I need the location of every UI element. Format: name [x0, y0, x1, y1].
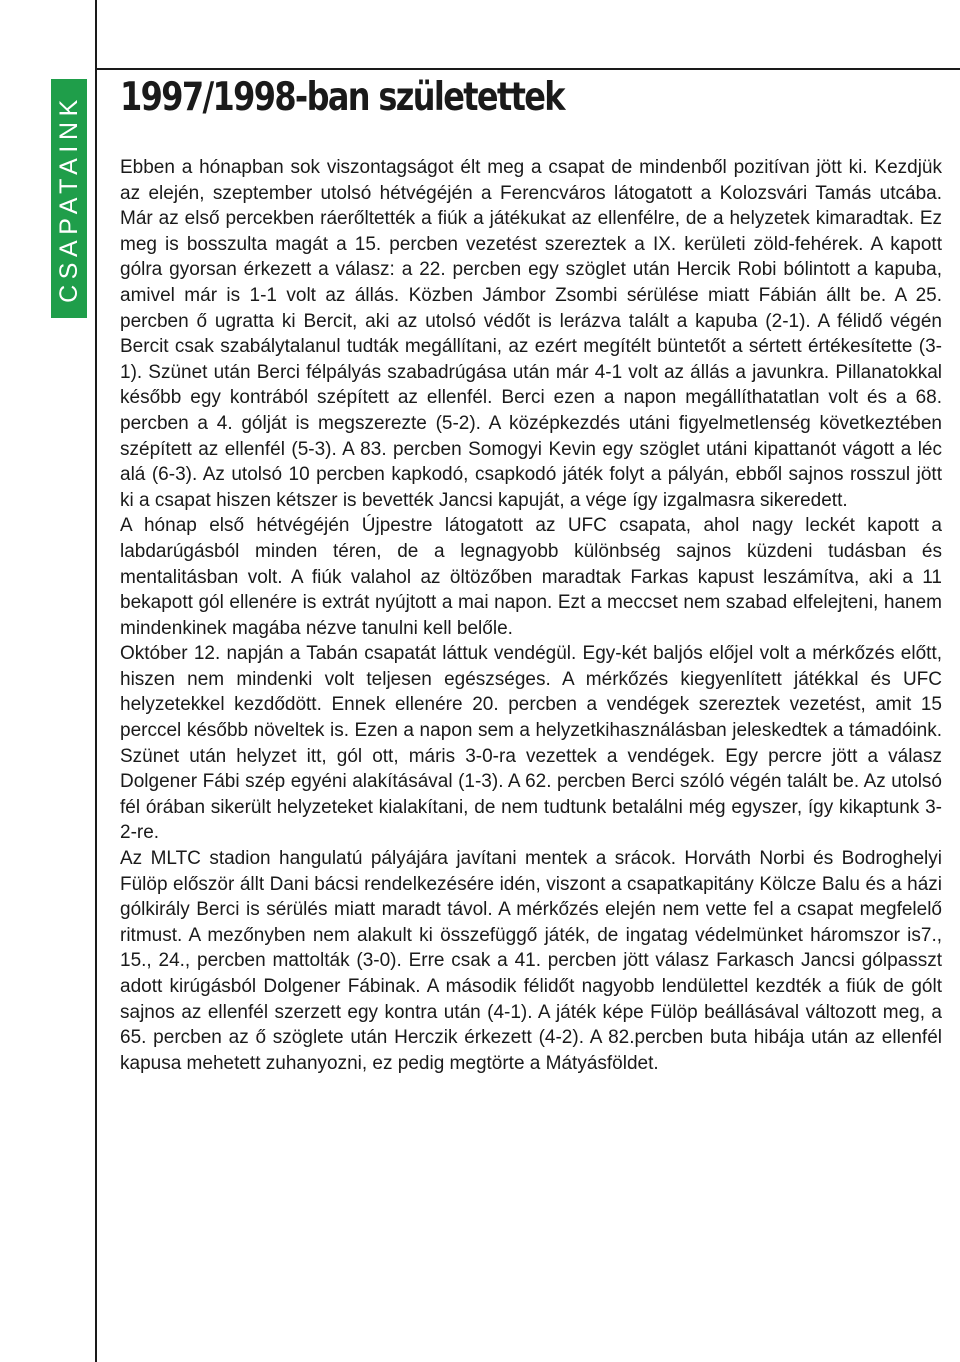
paragraph-2: A hónap első hétvégéjén Újpestre látogatott az UFC csapata, ahol nagy leckét kapott a labdarúgásból minden téren, de a legnagyobb különbség sajnos küzdeni tudásban és mentalitásban volt. A fiúk valahol az öltözőben maradtak Farkas kapust leszámítva, aki a 11 bekapott gól ellenére is extrát nyújtott a mai napon. Ezt a meccset nem szabad elfelejteni, hanem mindenkinek magába nézve tanulni kell belőle.: [120, 515, 942, 639]
paragraph-4: Az MLTC stadion hangulatú pályájára javítani mentek a srácok. Horváth Norbi és Bodroghelyi Fülöp először állt Dani bácsi rendelkezésére idén, viszont a csapatkapitány Kölcze Balu és a házi gólkirály Berci is sérülés miatt maradt távol. A mérkőzés elején nem vette fel a csapat megfelelő ritmust. A mezőnyben nem alakult ki összefüggő játék, de ingatag védelmünket háromszor is7., 15., 24., percben mattolták (3-0). Erre csak a 41. percben jött válasz Farkasch Jancsi gólpasszt adott kirúgásból Dolgener Fábinak. A második félidőt nagyobb lendülettel kezdték a fiúk de gólt sajnos az ellenfél szerzett egy kontra után (4-1). A játék képe Fülöp beállásával változott meg, a 65. percben az ő szöglete után Herczik érkezett (4-2). A 82.percben buta hibája után az ellenfél kapusa mehetett zuhanyozni, ez pedig megtörte a Mátyásföldet.: [120, 848, 942, 1074]
paragraph-1: Ebben a hónapban sok viszontagságot élt meg a csapat de mindenből pozitívan jött ki. Kezdjük az elején, szeptember utolsó hétvégéjén a Ferencváros látogatott a Kolozsvári Tamás utcába. Már az első percekben ráerőltették a fiúk a játékukat az ellenfélre, de a helyzetek kimaradtak. Ez meg is bosszulta magát a 15. percben vezetést szereztek a IX. kerületi zöld-fehérek. A kapott gólra gyorsan érkezett a válasz: a 22. percben egy szöglet után Hercik Robi bólintott a kapuba, amivel már is 1-1 volt az állás. Közben Jámbor Zsombi sérülése miatt Fábián állt be. A 25. percben ő ugratta ki Bercit, aki az utolsó védőt is lerázva talált a kapuba (2-1). A félidő végén Bercit csak szabálytalanul tudták megállítani, az ezért megítélt büntetőt a sértett értékesítette (3-1). Szünet után Berci félpályás szabadrúgása után már 4-1 volt az állás a javunkra. Pillanatokkal később egy kontrából szépített az ellenfél. Berci ezen a napon megállíthatatlan volt és a 68. percben a 4. gólját is megszerezte (5-2). A középkezdés utáni figyelmetlenség következtében szépített az ellenfél (5-3). A 83. percben Somogyi Kevin egy szöglet utáni kipattanót vágott a léc alá (6-3). Az utolsó 10 percben kapkodó, csapkodó játék folyt a pályán, ebből sajnos rosszul jött ki a csapat hiszen kétszer is bevették Jancsi kapuját, a vége így izgalmasra sikeredett.: [120, 157, 942, 511]
vertical-rule: [95, 0, 97, 1362]
section-label: CSAPATAINK: [54, 94, 83, 303]
paragraph-3: Október 12. napján a Tabán csapatát láttuk vendégül. Egy-két baljós előjel volt a mérkőzés előtt, hiszen nem mindenki volt teljesen egészséges. A mérkőzés kiegyenlített játékkal és UFC helyzetekkel kezdődött. Ennek ellenére 20. percben a vendégek szereztek vezetést, amit 15 perccel később növeltek is. Ezen a napon sem a helyzetkihasználásban jeleskedtek a támadóink. Szünet után helyzet itt, gól ott, máris 3-0-ra vezettek a vendégek. Egy percre jött a válasz Dolgener Fábi szép egyéni alakításával (1-3). A 62. percben Berci szóló végén talált be. Az utolsó fél órában sikerült helyzeteket kialakítani, de nem tudtunk betalálni még egyszer, így kikaptunk 3-2-re.: [120, 643, 942, 844]
horizontal-rule: [95, 68, 960, 70]
section-tab: [51, 79, 87, 318]
article-body: [120, 155, 942, 1076]
article-title: 1997/1998-ban születettek: [120, 75, 564, 120]
